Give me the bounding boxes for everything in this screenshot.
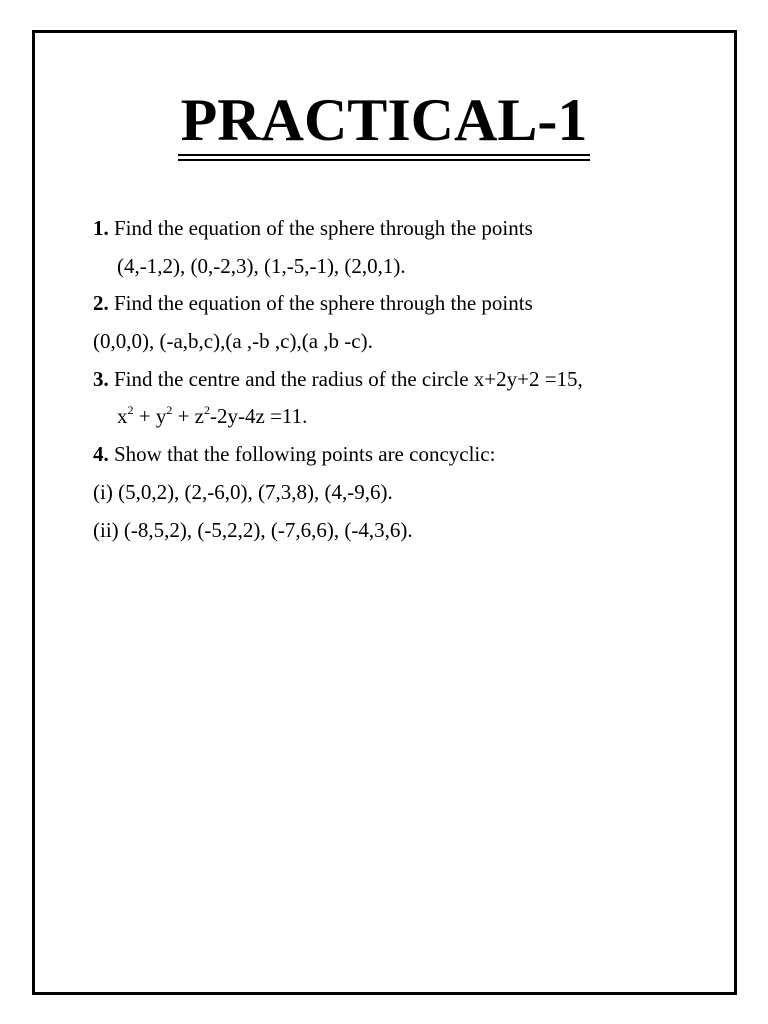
question-1-points: (4,-1,2), (0,-2,3), (1,-5,-1), (2,0,1). xyxy=(117,253,406,278)
question-3-equation xyxy=(93,400,713,438)
question-text: Find the equation of the sphere through the points xyxy=(108,216,533,240)
question-text: Find the centre and the radius of the circle x+2y+2 =15, xyxy=(108,366,583,391)
exponent: 2 xyxy=(204,403,211,418)
question-number: 1. xyxy=(93,216,109,240)
question-2-points: (0,0,0), (-a,b,c),(a ,-b ,c),(a ,b -c). xyxy=(93,329,373,354)
question-number: 4. xyxy=(93,442,109,467)
question-number: 2. xyxy=(93,291,109,316)
question-4 xyxy=(93,438,713,476)
equation-x: x xyxy=(117,404,128,429)
question-text: Find the equation of the sphere through the points xyxy=(108,291,533,316)
question-list xyxy=(93,212,713,551)
question-text: Show that the following points are concyclic: xyxy=(108,442,496,467)
question-3 xyxy=(93,363,713,401)
question-1 xyxy=(93,212,713,250)
equation-z: + z xyxy=(172,404,205,429)
title-container xyxy=(0,88,768,156)
question-4-part-ii: (ii) (-8,5,2), (-5,2,2), (-7,6,6), (-4,3,6). xyxy=(93,517,413,542)
exponent: 2 xyxy=(166,403,173,418)
equation-tail: -2y-4z =11. xyxy=(210,404,308,429)
exponent: 2 xyxy=(127,403,134,418)
question-number: 3. xyxy=(93,366,109,391)
question-4-part-i: (i) (5,0,2), (2,-6,0), (7,3,8), (4,-9,6). xyxy=(93,479,393,504)
question-2 xyxy=(93,287,713,325)
page-title: PRACTICAL-1 xyxy=(178,88,591,156)
equation-y: + y xyxy=(133,404,167,429)
